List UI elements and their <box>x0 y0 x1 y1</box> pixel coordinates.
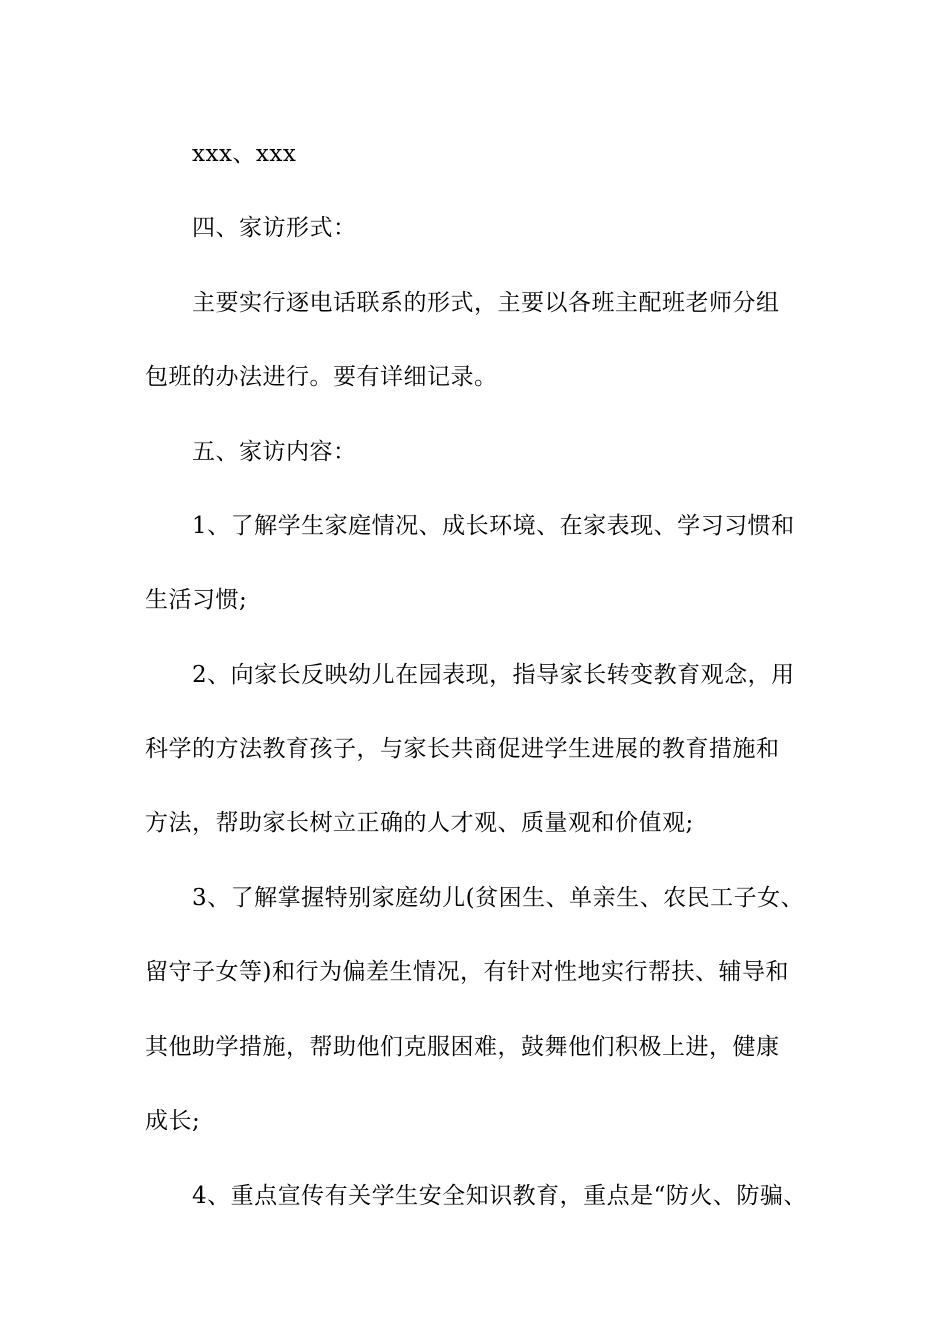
list-item-2-line: 科学的方法教育孩子，与家长共商促进学生进展的教育措施和 <box>145 736 780 762</box>
section-heading-visit-content: 五、家访内容： <box>192 439 357 465</box>
list-item-3-line: 3、了解掌握特别家庭幼儿(贫困生、单亲生、农民工子女、 <box>192 885 805 911</box>
list-item-1-line: 1、了解学生家庭情况、成长环境、在家表现、学习习惯和 <box>192 513 795 539</box>
list-item-3-line: 其他助学措施，帮助他们克服困难，鼓舞他们积极上进，健康 <box>145 1034 780 1060</box>
text-line-names: xxx、xxx <box>192 141 297 167</box>
section-heading-visit-form: 四、家访形式： <box>192 215 357 241</box>
paragraph-line: 主要实行逐电话联系的形式，主要以各班主配班老师分组 <box>192 290 780 316</box>
list-item-2-line: 2、向家长反映幼儿在园表现，指导家长转变教育观念，用 <box>192 662 795 688</box>
paragraph-line: 包班的办法进行。要有详细记录。 <box>145 364 498 390</box>
list-item-3-line: 留守子女等)和行为偏差生情况，有针对性地实行帮扶、辅导和 <box>145 959 789 985</box>
list-item-3-line: 成长; <box>145 1108 201 1134</box>
list-item-1-line: 生活习惯; <box>145 587 248 613</box>
list-item-4-line: 4、重点宣传有关学生安全知识教育，重点是“防火、防骗、 <box>192 1183 807 1209</box>
list-item-2-line: 方法，帮助家长树立正确的人才观、质量观和价值观; <box>145 810 694 836</box>
